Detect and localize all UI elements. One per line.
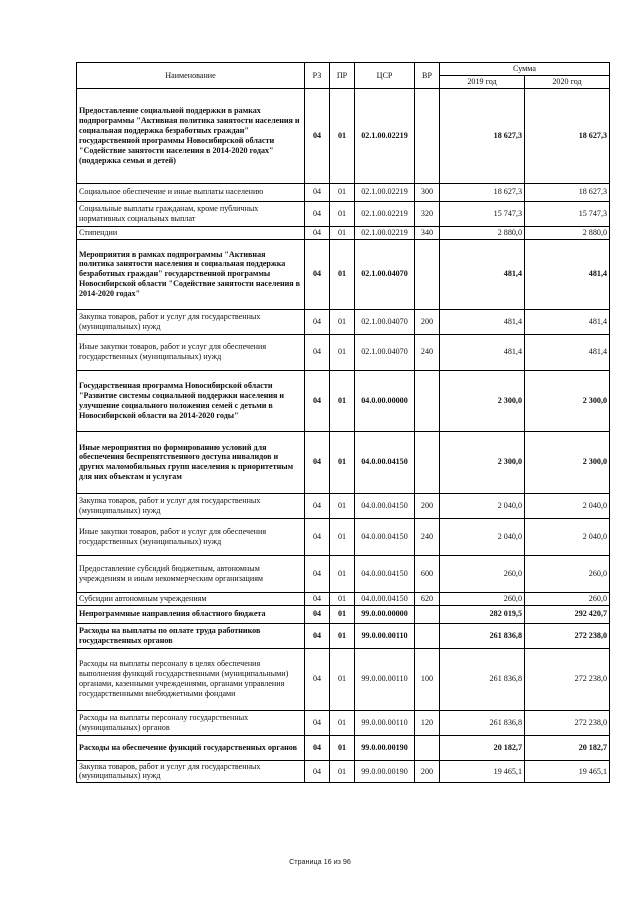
- table-body: [77, 88, 610, 782]
- row-rz-cell: 04: [305, 431, 330, 493]
- row-vr-cell: [415, 88, 440, 183]
- row-2020-cell: 18 627,3: [525, 88, 610, 183]
- row-rz-cell: 04: [305, 183, 330, 201]
- row-2020-cell: 2 040,0: [525, 518, 610, 555]
- row-2019-cell: 261 836,8: [440, 710, 525, 735]
- row-2019-cell: 2 300,0: [440, 431, 525, 493]
- row-name-cell: Предоставление социальной поддержки в рамках подпрограммы "Активная политика занятости населения и социальная поддержка безработных граждан" государственной программы Новосибирской области "Содействие занятости населения в 2014-2020 годах" (поддержка семьи и детей): [77, 88, 305, 183]
- row-2020-cell: 272 238,0: [525, 623, 610, 648]
- row-name-cell: Расходы на обеспечение функций государственных органов: [77, 735, 305, 760]
- row-2020-cell: 2 040,0: [525, 493, 610, 518]
- row-2019-cell: 481,4: [440, 239, 525, 309]
- row-2020-cell: 20 182,7: [525, 735, 610, 760]
- row-2019-cell: 2 300,0: [440, 370, 525, 431]
- row-pr-cell: 01: [330, 309, 355, 334]
- row-pr-cell: 01: [330, 592, 355, 605]
- row-name-cell: Стипендии: [77, 226, 305, 239]
- row-csr-cell: 04.0.00.00000: [355, 370, 415, 431]
- row-rz-cell: 04: [305, 592, 330, 605]
- row-name-cell: Иные мероприятия по формированию условий для обеспечения беспрепятственного доступа инвалидов и других маломобильных групп населения к приоритетным для них объектам и услугам: [77, 431, 305, 493]
- row-csr-cell: 99.0.00.00190: [355, 735, 415, 760]
- row-pr-cell: 01: [330, 88, 355, 183]
- row-vr-cell: [415, 370, 440, 431]
- page-number: Страница 16 из 96: [289, 857, 351, 866]
- row-2019-cell: 261 836,8: [440, 648, 525, 710]
- row-vr-cell: 100: [415, 648, 440, 710]
- table-row: [77, 735, 610, 760]
- row-2019-cell: 20 182,7: [440, 735, 525, 760]
- row-rz-cell: 04: [305, 555, 330, 592]
- row-vr-cell: 200: [415, 760, 440, 783]
- table-row: [77, 493, 610, 518]
- row-pr-cell: 01: [330, 648, 355, 710]
- table-row: [77, 239, 610, 309]
- table-row: [77, 431, 610, 493]
- row-vr-cell: 200: [415, 309, 440, 334]
- table-row: [77, 309, 610, 334]
- row-csr-cell: 99.0.00.00110: [355, 710, 415, 735]
- row-csr-cell: 02.1.00.02219: [355, 226, 415, 239]
- row-name-cell: Социальные выплаты гражданам, кроме публичных нормативных социальных выплат: [77, 201, 305, 226]
- row-2019-cell: 19 465,1: [440, 760, 525, 783]
- row-csr-cell: 99.0.00.00000: [355, 605, 415, 623]
- row-vr-cell: 120: [415, 710, 440, 735]
- header-rz: РЗ: [305, 63, 330, 89]
- header-name: Наименование: [77, 63, 305, 89]
- row-2019-cell: 260,0: [440, 592, 525, 605]
- row-csr-cell: 02.1.00.02219: [355, 201, 415, 226]
- table-row: [77, 760, 610, 783]
- row-name-cell: Расходы на выплаты персоналу государственных (муниципальных) органов: [77, 710, 305, 735]
- row-2020-cell: 292 420,7: [525, 605, 610, 623]
- header-pr: ПР: [330, 63, 355, 89]
- row-vr-cell: [415, 605, 440, 623]
- row-name-cell: Мероприятия в рамках подпрограммы "Активная политика занятости населения и социальная поддержка безработных граждан" государственной программы Новосибирской области "Содействие занятости населения в 2014-2020 годах": [77, 239, 305, 309]
- row-pr-cell: 01: [330, 201, 355, 226]
- row-pr-cell: 01: [330, 710, 355, 735]
- row-rz-cell: 04: [305, 88, 330, 183]
- row-csr-cell: 99.0.00.00190: [355, 760, 415, 783]
- row-name-cell: Социальное обеспечение и иные выплаты населению: [77, 183, 305, 201]
- row-name-cell: Закупка товаров, работ и услуг для государственных (муниципальных) нужд: [77, 309, 305, 334]
- row-pr-cell: 01: [330, 334, 355, 370]
- row-2020-cell: 260,0: [525, 592, 610, 605]
- row-pr-cell: 01: [330, 183, 355, 201]
- row-rz-cell: 04: [305, 334, 330, 370]
- row-2019-cell: 18 627,3: [440, 88, 525, 183]
- row-2019-cell: 2 040,0: [440, 493, 525, 518]
- header-sum: Сумма: [440, 63, 610, 76]
- row-name-cell: Иные закупки товаров, работ и услуг для обеспечения государственных (муниципальных) нужд: [77, 518, 305, 555]
- row-2020-cell: 481,4: [525, 309, 610, 334]
- row-2019-cell: 15 747,3: [440, 201, 525, 226]
- row-rz-cell: 04: [305, 370, 330, 431]
- row-2020-cell: 481,4: [525, 239, 610, 309]
- row-csr-cell: 04.0.00.04150: [355, 555, 415, 592]
- table-row: [77, 88, 610, 183]
- row-csr-cell: 04.0.00.04150: [355, 493, 415, 518]
- row-2019-cell: 2 880,0: [440, 226, 525, 239]
- table-row: [77, 710, 610, 735]
- row-csr-cell: 02.1.00.04070: [355, 309, 415, 334]
- row-pr-cell: 01: [330, 431, 355, 493]
- row-pr-cell: 01: [330, 493, 355, 518]
- table-row: [77, 201, 610, 226]
- row-2020-cell: 2 880,0: [525, 226, 610, 239]
- row-2019-cell: 282 019,5: [440, 605, 525, 623]
- row-csr-cell: 02.1.00.04070: [355, 334, 415, 370]
- row-csr-cell: 99.0.00.00110: [355, 623, 415, 648]
- row-pr-cell: 01: [330, 239, 355, 309]
- row-vr-cell: 240: [415, 518, 440, 555]
- table-row: [77, 592, 610, 605]
- row-rz-cell: 04: [305, 623, 330, 648]
- row-csr-cell: 02.1.00.02219: [355, 88, 415, 183]
- row-pr-cell: 01: [330, 518, 355, 555]
- row-2020-cell: 2 300,0: [525, 370, 610, 431]
- table-row: [77, 623, 610, 648]
- row-rz-cell: 04: [305, 518, 330, 555]
- row-pr-cell: 01: [330, 555, 355, 592]
- table-row: [77, 183, 610, 201]
- row-csr-cell: 99.0.00.00110: [355, 648, 415, 710]
- row-2020-cell: 260,0: [525, 555, 610, 592]
- row-rz-cell: 04: [305, 605, 330, 623]
- table-row: [77, 334, 610, 370]
- row-name-cell: Непрограммные направления областного бюджета: [77, 605, 305, 623]
- row-2019-cell: 481,4: [440, 309, 525, 334]
- row-rz-cell: 04: [305, 760, 330, 783]
- row-2019-cell: 2 040,0: [440, 518, 525, 555]
- table-row: [77, 226, 610, 239]
- header-year-2019: 2019 год: [440, 76, 525, 89]
- row-rz-cell: 04: [305, 735, 330, 760]
- row-vr-cell: [415, 735, 440, 760]
- row-csr-cell: 04.0.00.04150: [355, 518, 415, 555]
- row-vr-cell: 340: [415, 226, 440, 239]
- row-rz-cell: 04: [305, 309, 330, 334]
- row-pr-cell: 01: [330, 760, 355, 783]
- row-2020-cell: 272 238,0: [525, 648, 610, 710]
- row-vr-cell: [415, 431, 440, 493]
- row-csr-cell: 04.0.00.04150: [355, 592, 415, 605]
- row-rz-cell: 04: [305, 239, 330, 309]
- table-row: [77, 518, 610, 555]
- row-2020-cell: 19 465,1: [525, 760, 610, 783]
- row-2020-cell: 481,4: [525, 334, 610, 370]
- header-csr: ЦСР: [355, 63, 415, 89]
- row-2019-cell: 18 627,3: [440, 183, 525, 201]
- row-csr-cell: 04.0.00.04150: [355, 431, 415, 493]
- row-rz-cell: 04: [305, 648, 330, 710]
- row-rz-cell: 04: [305, 201, 330, 226]
- table-row: [77, 370, 610, 431]
- row-2020-cell: 15 747,3: [525, 201, 610, 226]
- row-name-cell: Расходы на выплаты по оплате труда работников государственных органов: [77, 623, 305, 648]
- row-vr-cell: [415, 623, 440, 648]
- row-name-cell: Предоставление субсидий бюджетным, автономным учреждениям и иным некоммерческим организациям: [77, 555, 305, 592]
- row-name-cell: Иные закупки товаров, работ и услуг для обеспечения государственных (муниципальных) нужд: [77, 334, 305, 370]
- row-rz-cell: 04: [305, 710, 330, 735]
- row-name-cell: Субсидии автономным учреждениям: [77, 592, 305, 605]
- row-csr-cell: 02.1.00.02219: [355, 183, 415, 201]
- row-2020-cell: 2 300,0: [525, 431, 610, 493]
- row-2019-cell: 481,4: [440, 334, 525, 370]
- table-row: [77, 648, 610, 710]
- row-2020-cell: 18 627,3: [525, 183, 610, 201]
- row-pr-cell: 01: [330, 226, 355, 239]
- row-2019-cell: 260,0: [440, 555, 525, 592]
- row-name-cell: Государственная программа Новосибирской области "Развитие системы социальной поддержки населения и улучшение социального положения семей с детьми в Новосибирской области на 2014-2020 годы": [77, 370, 305, 431]
- row-csr-cell: 02.1.00.04070: [355, 239, 415, 309]
- row-pr-cell: 01: [330, 623, 355, 648]
- row-vr-cell: 600: [415, 555, 440, 592]
- row-vr-cell: 320: [415, 201, 440, 226]
- row-pr-cell: 01: [330, 735, 355, 760]
- row-2019-cell: 261 836,8: [440, 623, 525, 648]
- table-row: [77, 555, 610, 592]
- header-vr: ВР: [415, 63, 440, 89]
- row-pr-cell: 01: [330, 605, 355, 623]
- header-year-2020: 2020 год: [525, 76, 610, 89]
- row-pr-cell: 01: [330, 370, 355, 431]
- row-2020-cell: 272 238,0: [525, 710, 610, 735]
- row-vr-cell: 620: [415, 592, 440, 605]
- row-vr-cell: [415, 239, 440, 309]
- row-rz-cell: 04: [305, 226, 330, 239]
- row-vr-cell: 300: [415, 183, 440, 201]
- budget-table: [76, 62, 610, 783]
- row-vr-cell: 240: [415, 334, 440, 370]
- row-name-cell: Расходы на выплаты персоналу в целях обеспечения выполнения функций государственными (муниципальными) органами, казенными учреждениями, органами управления государственными внебюджетными фондами: [77, 648, 305, 710]
- row-vr-cell: 200: [415, 493, 440, 518]
- row-rz-cell: 04: [305, 493, 330, 518]
- table-header: [77, 63, 610, 89]
- row-name-cell: Закупка товаров, работ и услуг для государственных (муниципальных) нужд: [77, 493, 305, 518]
- row-name-cell: Закупка товаров, работ и услуг для государственных (муниципальных) нужд: [77, 760, 305, 783]
- table-row: [77, 605, 610, 623]
